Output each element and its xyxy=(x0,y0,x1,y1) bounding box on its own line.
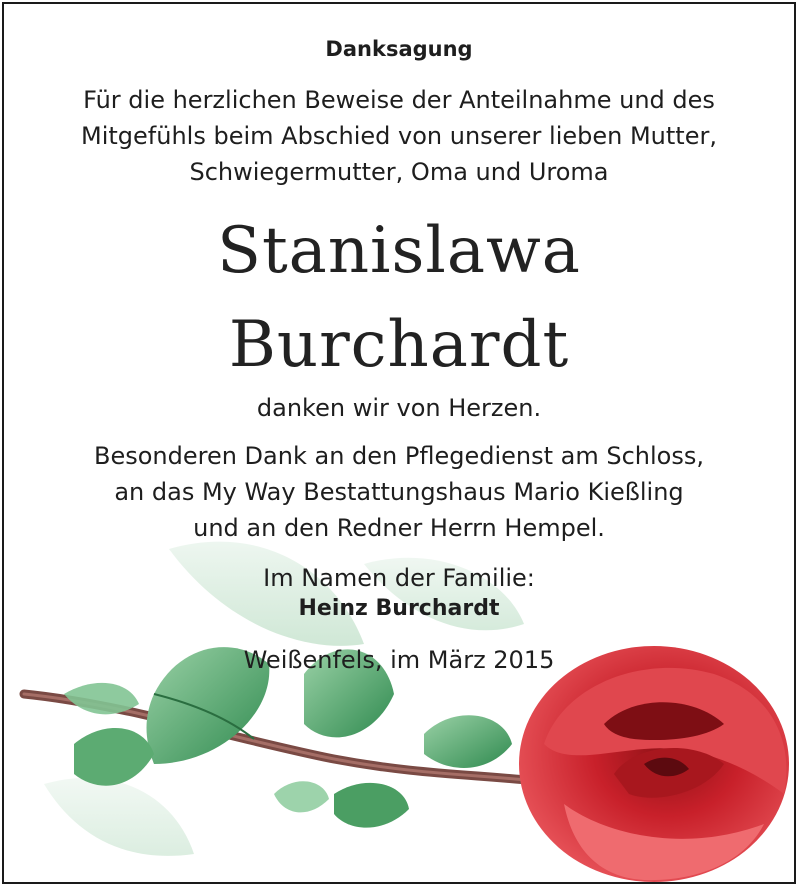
intro-line: Für die herzlichen Beweise der Anteilnahme und des xyxy=(83,86,715,114)
family-name: Heinz Burchardt xyxy=(298,596,500,621)
special-thanks-paragraph xyxy=(4,438,794,546)
intro-paragraph xyxy=(4,82,794,190)
deceased-first-name: Stanislawa xyxy=(217,214,581,288)
intro-line: Mitgefühls beim Abschied von unserer lieben Mutter, xyxy=(81,122,717,150)
family-label: Im Namen der Familie: xyxy=(263,564,535,592)
heading: Danksagung xyxy=(325,37,473,61)
special-thanks-line: an das My Way Bestattungshaus Mario Kießling xyxy=(114,478,684,506)
text-layer xyxy=(4,4,794,882)
intro-line: Schwiegermutter, Oma und Uroma xyxy=(189,158,609,186)
special-thanks-line: und an den Redner Herrn Hempel. xyxy=(193,514,605,542)
thanks-line: danken wir von Herzen. xyxy=(256,394,542,422)
special-thanks-line: Besonderen Dank an den Pflegedienst am Schloss, xyxy=(93,442,704,470)
obituary-card xyxy=(2,2,796,884)
deceased-last-name: Burchardt xyxy=(228,308,570,382)
place-date: Weißenfels, im März 2015 xyxy=(243,646,555,674)
